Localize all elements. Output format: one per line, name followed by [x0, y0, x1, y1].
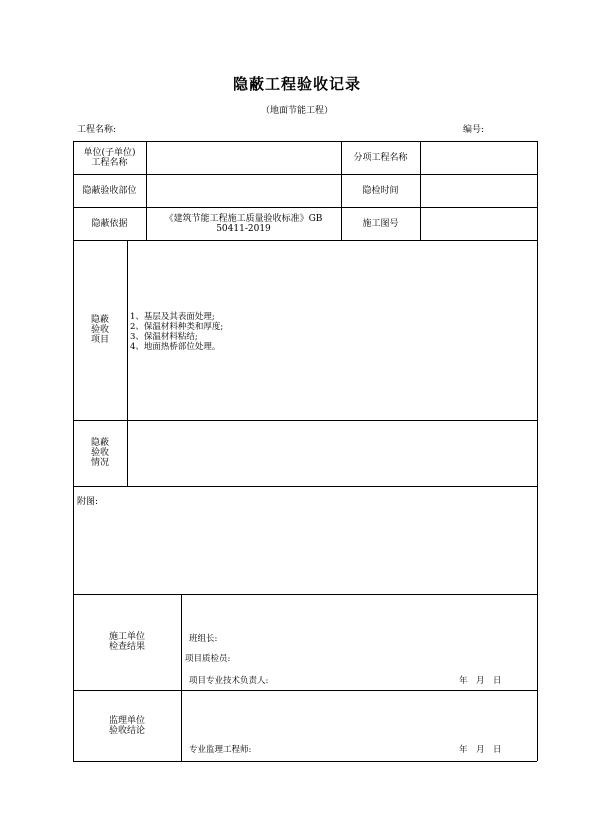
situation-label-line: 验收 [90, 448, 109, 458]
row-divider [73, 486, 537, 487]
row-divider [73, 420, 537, 421]
supervisor-label: 专业监理工程师: [189, 745, 252, 755]
date-label: 年 月 日 [459, 745, 502, 755]
page-subtitle: （地面节能工程） [260, 106, 333, 116]
hidden-part-label: 隐蔽验收部位 [82, 185, 137, 196]
situation-label-line: 隐蔽 [90, 438, 109, 448]
unit-project-label [73, 141, 146, 174]
situation-label-line: 情况 [90, 458, 109, 468]
situation-label [73, 420, 127, 486]
list-item: 1、基层及其表面处理; [130, 312, 215, 322]
team-leader-label: 班组长: [189, 634, 218, 644]
column-divider [181, 594, 182, 761]
tech-lead-label: 项目专业技术负责人: [189, 676, 269, 686]
date-label: 年 月 日 [459, 676, 502, 686]
supervision-label-line: 监理单位 [108, 715, 145, 726]
list-item: 2、保温材料种类和厚度; [130, 322, 224, 332]
quality-inspector-label: 项目质检员: [185, 654, 231, 664]
basis-value-line2: 50411-2019 [216, 223, 271, 234]
unit-project-label-line1: 单位(子单位) [83, 147, 136, 158]
items-list [130, 312, 223, 352]
supervision-label [73, 690, 181, 761]
hidden-time-label: 隐检时间 [362, 185, 399, 196]
table-border-right [537, 141, 538, 761]
page-title: 隐蔽工程验收记录 [232, 75, 361, 93]
drawing-no-label: 施工图号 [362, 218, 399, 229]
list-item: 4、地面热桥部位处理。 [130, 342, 221, 352]
supervision-label-line: 验收结论 [108, 725, 145, 736]
column-divider [420, 141, 421, 240]
project-name-label: 工程名称: [77, 125, 117, 135]
items-label [73, 240, 127, 420]
table-border-bottom [73, 761, 537, 762]
construction-check-label-line: 施工单位 [108, 632, 145, 642]
basis-value-line1: 《建筑节能工程施工质量验收标准》GB [164, 213, 323, 224]
construction-check-label-line: 检查结果 [108, 642, 145, 652]
list-item: 3、保温材料粘结; [130, 332, 198, 342]
column-divider [127, 240, 128, 486]
row-divider [73, 240, 537, 241]
basis-value [146, 207, 341, 240]
basis-label: 隐蔽依据 [91, 218, 128, 229]
number-label: 编号: [463, 125, 485, 135]
unit-project-label-line2: 工程名称 [91, 157, 128, 168]
attachment-label: 附图: [77, 497, 99, 507]
items-label-line: 验收 [90, 325, 109, 335]
items-label-line: 项目 [90, 335, 109, 345]
sub-project-label: 分项工程名称 [353, 152, 408, 163]
items-label-line: 隐蔽 [90, 315, 109, 325]
construction-check-label [73, 594, 181, 690]
